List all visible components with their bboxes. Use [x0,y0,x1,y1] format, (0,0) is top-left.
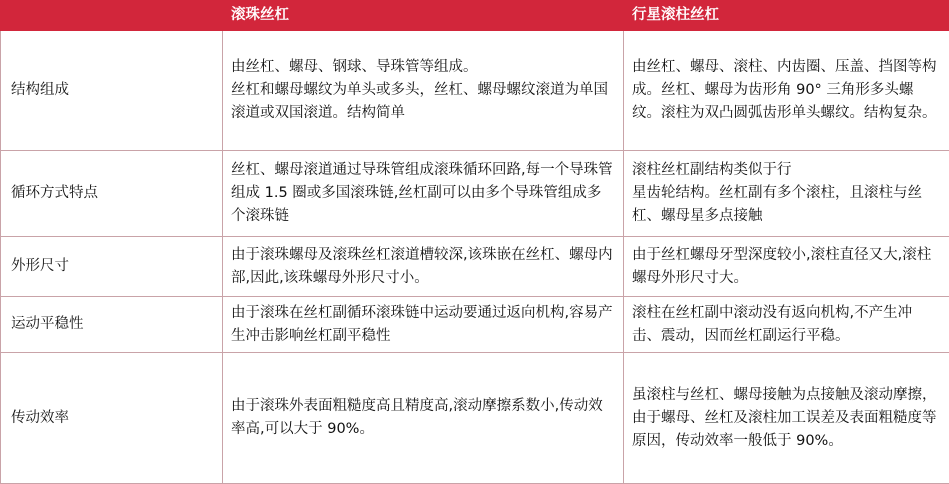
row-label-stability: 运动平稳性 [1,297,223,353]
table-row-dimensions [1,237,949,297]
cell-ball-circulation [223,151,624,237]
cell-text: 由于滚珠螺母及滚珠丝杠滚道槽较深,该珠嵌在丝杠、螺母内部,因此,该珠螺母外形尺寸小。 [231,244,615,290]
row-label-dimensions: 外形尺寸 [1,237,223,297]
cell-text: 由于滚珠外表面粗糙度高且精度高,滚动摩擦系数小,传动效率高,可以大于 90%。 [231,395,615,441]
row-label-efficiency: 传动效率 [1,353,223,484]
cell-text: 滚柱丝杠副结构类似于行 [632,159,941,182]
cell-text: 由丝杠、螺母、滚柱、内齿圈、压盖、挡图等构成。丝杠、螺母为齿形角 90° 三角形多头螺纹。滚柱为双凸圆弧齿形单头螺纹。结构复杂。 [632,56,941,125]
cell-ball-dimensions [223,237,624,297]
table-row-circulation [1,151,949,237]
cell-roller-dimensions [624,237,949,297]
cell-text: 由于丝杠螺母牙型深度较小,滚柱直径又大,滚柱螺母外形尺寸大。 [632,244,941,290]
cell-roller-efficiency [624,353,949,484]
header-corner-cell [1,1,223,31]
cell-text: 由于滚珠在丝杠副循环滚珠链中运动要通过返向机构,容易产生冲击影响丝杠副平稳性 [231,302,615,348]
header-roller-screw: 行星滚柱丝杠 [624,1,949,31]
cell-text: 滚柱在丝杠副中滚动没有返向机构,不产生冲击、震动，因而丝杠副运行平稳。 [632,302,941,348]
cell-text: 星齿轮结构。丝杠副有多个滚柱，且滚柱与丝杠、螺母星多点接触 [632,182,941,228]
table-row-efficiency [1,353,949,484]
cell-text: 丝杠和螺母螺纹为单头或多头，丝杠、螺母螺纹滚道为单国滚道或双国滚道。结构简单 [231,79,615,125]
header-row [1,1,949,31]
cell-ball-structure [223,31,624,151]
cell-roller-stability [624,297,949,353]
cell-text: 丝杠、螺母滚道通过导珠管组成滚珠循环回路,每一个导珠管组成 1.5 圈或多国滚珠链,丝杠副可以由多个导珠管组成多个滚珠链 [231,159,615,228]
table-row-stability [1,297,949,353]
header-ball-screw: 滚珠丝杠 [223,1,624,31]
row-label-circulation: 循环方式特点 [1,151,223,237]
table-row-structure [1,31,949,151]
row-label-structure: 结构组成 [1,31,223,151]
cell-text: 虽滚柱与丝杠、螺母接触为点接触及滚动摩擦，由于螺母、丝杠及滚柱加工误差及表面粗糙度等原因，传动效率一般低于 90%。 [632,384,941,453]
cell-ball-efficiency [223,353,624,484]
cell-roller-structure [624,31,949,151]
cell-text: 由丝杠、螺母、钢球、导珠管等组成。 [231,56,615,79]
cell-roller-circulation [624,151,949,237]
cell-ball-stability [223,297,624,353]
